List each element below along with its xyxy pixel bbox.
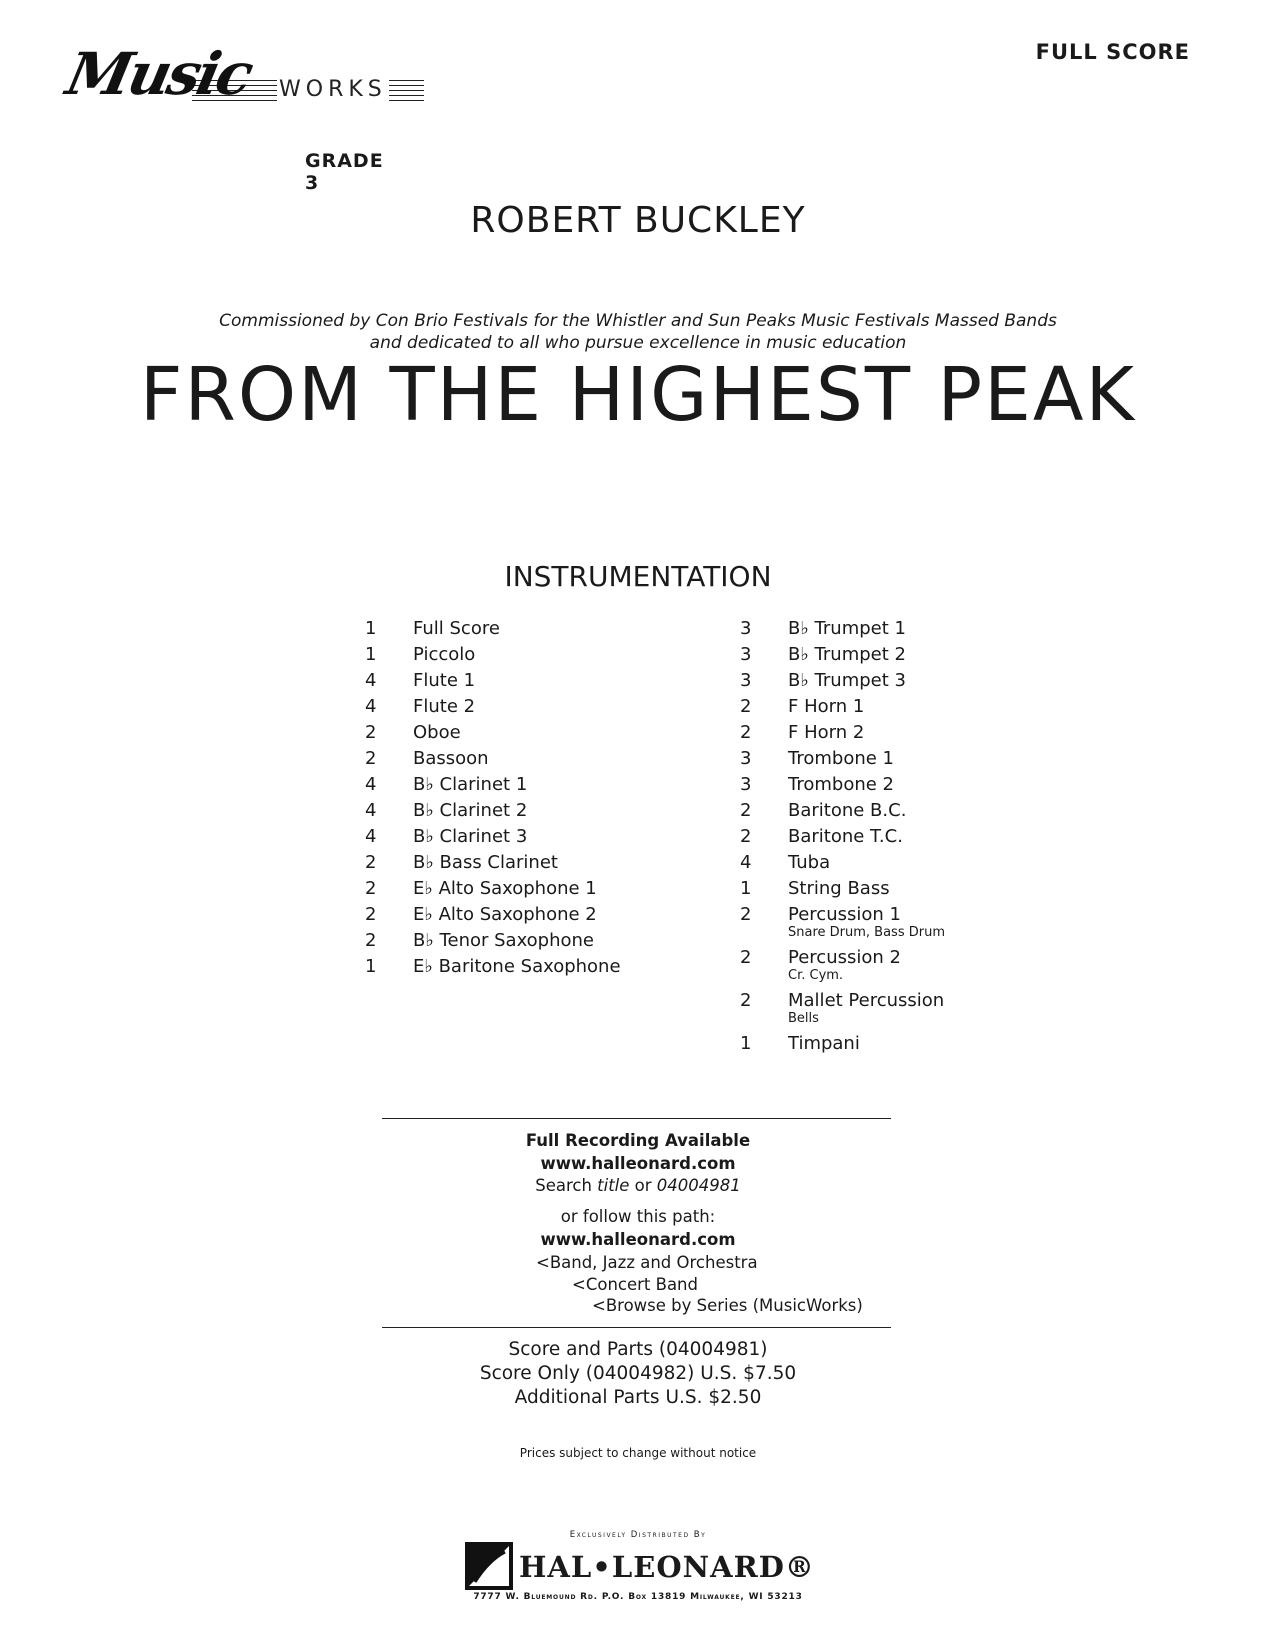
instrument-name: B♭ Trumpet 3 [788, 670, 906, 691]
instrument-name: F Horn 1 [788, 696, 865, 717]
instrument-name: Percussion 1 [788, 904, 901, 925]
page-title: FROM THE HIGHEST PEAK [139, 352, 1137, 438]
instrument-quantity: 2 [740, 990, 752, 1011]
instrument-name: Bassoon [413, 748, 489, 769]
instrument-quantity: 2 [740, 826, 752, 847]
instrument-name: F Horn 2 [788, 722, 865, 743]
publisher-address: 7777 W. Bluemound Rd. P.O. Box 13819 Milwaukee, WI 53213 [473, 1592, 803, 1602]
divider-top [382, 1118, 891, 1119]
instrument-quantity: 3 [740, 644, 752, 665]
logo-script: Music [60, 40, 257, 108]
price-score-only: Score Only (04004982) U.S. $7.50 [479, 1363, 797, 1384]
instrument-name: Baritone B.C. [788, 800, 907, 821]
commission-line-1: Commissioned by Con Brio Festivals for the Whistler and Sun Peaks Music Festivals Massed Bands [219, 311, 1057, 331]
instrument-quantity: 2 [740, 696, 752, 717]
commission-line-2: and dedicated to all who pursue excellence in music education [369, 333, 907, 353]
instrument-name: Mallet Percussion [788, 990, 945, 1011]
instrument-name: Trombone 1 [788, 748, 894, 769]
instrument-subtitle: Bells [788, 1011, 819, 1026]
instrument-quantity: 1 [740, 878, 752, 899]
instrument-quantity: 3 [740, 774, 752, 795]
musicworks-logo [60, 40, 387, 194]
instrument-name: B♭ Clarinet 2 [413, 800, 528, 821]
instrument-quantity: 1 [365, 956, 377, 977]
path-step-3: <Browse by Series (MusicWorks) [592, 1296, 863, 1315]
instrument-quantity: 2 [740, 722, 752, 743]
instrument-name: String Bass [788, 878, 890, 899]
instrument-quantity: 3 [740, 670, 752, 691]
instrument-quantity: 2 [740, 904, 752, 925]
search-or: or [629, 1176, 657, 1195]
instrumentation-heading: INSTRUMENTATION [504, 560, 772, 593]
recording-url[interactable]: www.halleonard.com [540, 1154, 736, 1173]
instrument-quantity: 4 [365, 800, 377, 821]
hal-leonard-logo [465, 1542, 815, 1590]
hal-leonard-emblem-icon [465, 1542, 513, 1590]
composer-name: ROBERT BUCKLEY [470, 200, 806, 241]
price-additional-parts: Additional Parts U.S. $2.50 [514, 1387, 762, 1408]
commission-note [0, 310, 1276, 354]
search-number: 04004981 [656, 1176, 741, 1195]
instrument-name: E♭ Alto Saxophone 2 [413, 904, 597, 925]
instrument-quantity: 2 [365, 852, 377, 873]
instrument-quantity: 4 [740, 852, 752, 873]
path-url[interactable]: www.halleonard.com [540, 1230, 736, 1249]
grade-label: GRADE 3 [305, 150, 384, 194]
path-step-1: <Band, Jazz and Orchestra [536, 1253, 758, 1272]
score-type-label: FULL SCORE [1035, 40, 1190, 64]
instrument-name: B♭ Trumpet 1 [788, 618, 906, 639]
instrument-quantity: 4 [365, 696, 377, 717]
price-score-and-parts: Score and Parts (04004981) [508, 1339, 768, 1360]
instrument-quantity: 2 [365, 748, 377, 769]
follow-path-label: or follow this path: [560, 1207, 716, 1226]
instrument-quantity: 2 [365, 878, 377, 899]
instrument-name: Full Score [413, 618, 500, 639]
instrument-quantity: 2 [365, 722, 377, 743]
instrument-quantity: 2 [740, 800, 752, 821]
instrument-quantity: 3 [740, 618, 752, 639]
instrument-name: Flute 2 [413, 696, 476, 717]
instrument-quantity: 4 [365, 826, 377, 847]
instrument-name: B♭ Tenor Saxophone [413, 930, 595, 951]
instrument-name: E♭ Alto Saxophone 1 [413, 878, 597, 899]
search-title-word: title [597, 1176, 630, 1195]
instrument-quantity: 1 [365, 618, 377, 639]
instrument-name: Baritone T.C. [788, 826, 903, 847]
instrument-name: E♭ Baritone Saxophone [413, 956, 621, 977]
divider-bottom [382, 1327, 891, 1328]
instrument-name: B♭ Bass Clarinet [413, 852, 558, 873]
instrument-name: B♭ Clarinet 3 [413, 826, 528, 847]
recording-search-line [0, 1175, 1276, 1197]
instrument-name: Percussion 2 [788, 947, 901, 968]
instrument-subtitle: Snare Drum, Bass Drum [788, 925, 945, 940]
instrument-quantity: 4 [365, 670, 377, 691]
logo-works: WORKS [279, 77, 387, 102]
price-notice: Prices subject to change without notice [519, 1446, 757, 1460]
instrument-name: Oboe [413, 722, 461, 743]
publisher-name: HAL•LEONARD® [519, 1550, 815, 1584]
instrument-name: Trombone 2 [788, 774, 894, 795]
search-prefix: Search [535, 1176, 598, 1195]
path-step-2: <Concert Band [572, 1275, 698, 1294]
distributed-by: Exclusively Distributed By [569, 1530, 707, 1540]
instrument-quantity: 2 [740, 947, 752, 968]
instrument-name: Tuba [788, 852, 831, 873]
instrument-quantity: 3 [740, 748, 752, 769]
instrument-name: B♭ Clarinet 1 [413, 774, 528, 795]
instrument-quantity: 1 [740, 1033, 752, 1054]
instrument-name: Piccolo [413, 644, 476, 665]
instrument-name: B♭ Trumpet 2 [788, 644, 906, 665]
instrument-subtitle: Cr. Cym. [788, 968, 844, 983]
instrument-name: Timpani [788, 1033, 860, 1054]
recording-heading: Full Recording Available [525, 1131, 751, 1150]
instrument-quantity: 1 [365, 644, 377, 665]
instrument-quantity: 2 [365, 930, 377, 951]
instrument-quantity: 2 [365, 904, 377, 925]
instrument-name: Flute 1 [413, 670, 476, 691]
instrument-quantity: 4 [365, 774, 377, 795]
